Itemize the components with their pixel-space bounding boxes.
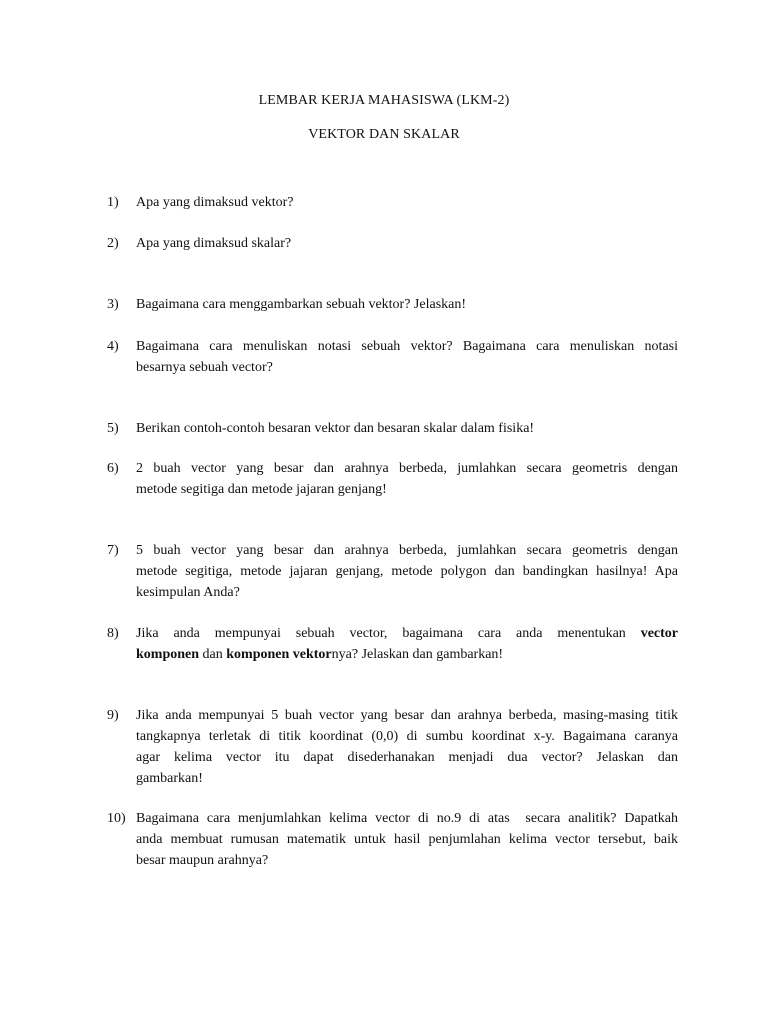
question-number: 2)	[107, 236, 119, 251]
question-number: 7)	[107, 543, 119, 558]
question-text: 2 buah vector yang besar dan arahnya berbeda, jumlahkan secara geometris dengan metode segitiga dan metode jajaran genjang!	[136, 461, 678, 497]
question-text: Apa yang dimaksud skalar?	[136, 236, 292, 251]
question-text: 5 buah vector yang besar dan arahnya berbeda, jumlahkan secara geometris dengan metode segitiga, metode jajaran genjang, metode polygon dan bandingkan hasilnya! Apa kesimpulan Anda?	[136, 543, 678, 600]
question-text: Bagaimana cara menuliskan notasi sebuah vektor? Bagaimana cara menuliskan notasi besarnya sebuah vector?	[136, 339, 678, 375]
question-3	[107, 294, 678, 315]
question-number: 5)	[107, 421, 119, 436]
question-9	[107, 705, 678, 789]
question-5	[107, 418, 678, 439]
question-number: 1)	[107, 195, 119, 210]
document-title: LEMBAR KERJA MAHASISWA (LKM-2)	[258, 93, 510, 108]
question-text-bold: komponen	[136, 647, 200, 662]
question-1	[107, 192, 678, 213]
question-2	[107, 233, 678, 254]
question-6	[107, 458, 678, 500]
question-number: 8)	[107, 626, 119, 641]
question-number: 3)	[107, 297, 119, 312]
question-text-bold: vector	[640, 626, 678, 641]
question-4	[107, 336, 678, 378]
question-text-normal: dan	[199, 647, 227, 662]
question-text-normal: nya? Jelaskan dan gambarkan!	[331, 647, 504, 662]
question-number: 10)	[107, 811, 126, 826]
question-text: Apa yang dimaksud vektor?	[136, 195, 294, 210]
question-text: Bagaimana cara menjumlahkan kelima vector di no.9 di atas secara analitik? Dapatkah anda membuat rumusan matematik untuk hasil penjumlahan kelima vector tersebut, baik besar maupun arahnya?	[136, 811, 678, 868]
question-10	[107, 808, 678, 871]
question-number: 9)	[107, 708, 119, 723]
question-text: Jika anda mempunyai 5 buah vector yang besar dan arahnya berbeda, masing-masing titik tangkapnya terletak di titik koordinat (0,0) di sumbu koordinat x-y. Bagaimana caranya agar kelima vector itu dapat disederhanakan menjadi dua vector? Jelaskan dan gambarkan!	[136, 708, 678, 786]
question-text: Berikan contoh-contoh besaran vektor dan besaran skalar dalam fisika!	[136, 421, 535, 436]
question-text: Bagaimana cara menggambarkan sebuah vektor? Jelaskan!	[136, 297, 467, 312]
question-text-normal: Jika anda mempunyai sebuah vector, bagaimana cara anda menentukan	[136, 626, 626, 641]
question-number: 6)	[107, 461, 119, 476]
question-7	[107, 540, 678, 603]
document-subtitle: VEKTOR DAN SKALAR	[308, 127, 460, 142]
question-8	[107, 623, 678, 665]
question-text	[136, 623, 678, 665]
question-text-bold: komponen vektor	[226, 647, 332, 662]
question-number: 4)	[107, 339, 119, 354]
